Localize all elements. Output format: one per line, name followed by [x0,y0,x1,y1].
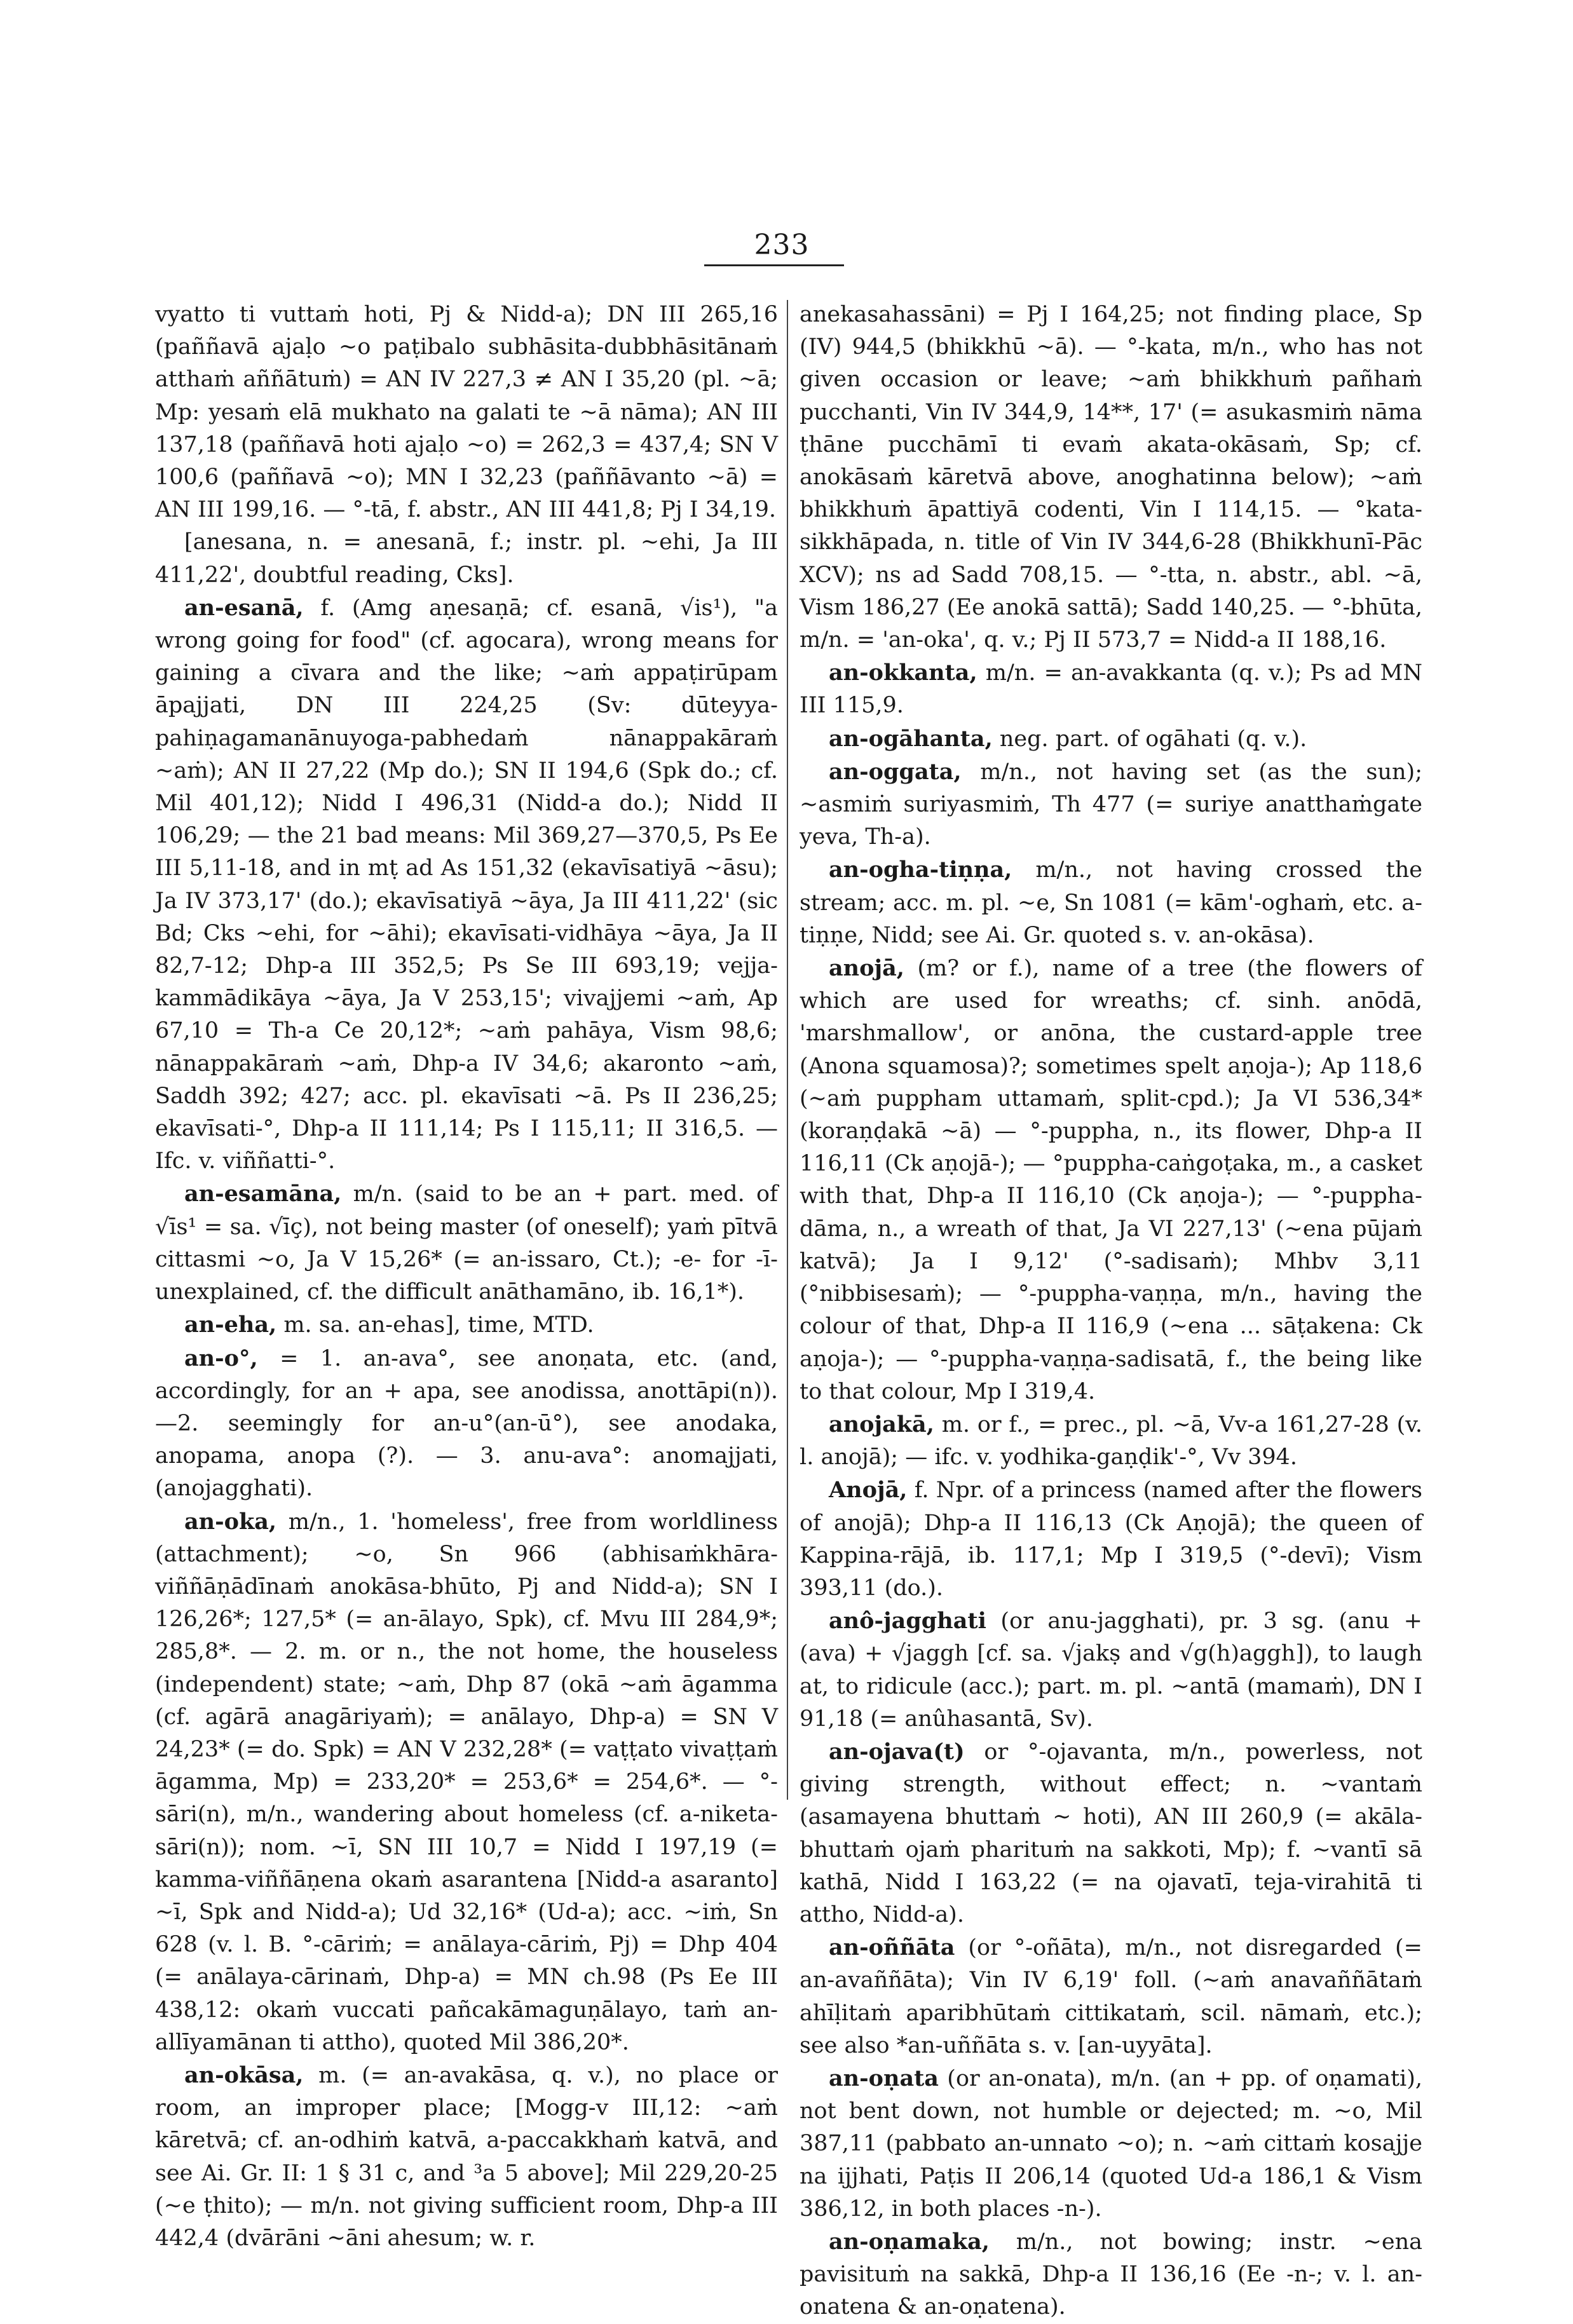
entry-headword: an-okāsa, [184,2062,304,2088]
entry-text: vyatto ti vuttaṁ hoti, Pj & Nidd-a); DN III 265,16 (paññavā ajaḷo ~o paṭibalo subhāsita-dubbhāsitānaṁ atthaṁ aññātuṁ) = AN IV 227,3 ≠ AN I 35,20 (pl. ~ā; Mp: yesaṁ elā mukhato na galati te ~ā nāma); AN III 137,18 (paññavā hoti ajaḷo ~o) = 262,3 = 437,4; SN V 100,6 (paññavā ~o); MN I 32,23 (paññāvanto ~ā) = AN III 199,16. — °-tā, f. abstr., AN III 441,8; Pj I 34,19. [155,302,778,523]
entry-headword: an-ojava(t) [829,1738,965,1765]
entry-text: (or °-oñāta), m/n., not disregarded (= an-avaññāta); Vin IV 6,19' foll. (~aṁ anavaññātaṁ ahīḷitaṁ aparibhūtaṁ cittikataṁ, scil. nāmaṁ, etc.); see also *an-uññāta s. v. [an-uyyāta]. [800,1935,1422,2058]
entry-text: m/n. = an-avakkanta (q. v.); Ps ad MN III 115,9. [800,660,1422,719]
dictionary-entry [800,1605,1422,1736]
entry-headword: an-ogha-tiṇṇa, [829,857,1012,883]
entry-continuation [800,299,1422,656]
dictionary-entry [155,1342,778,1505]
entry-text: f. Npr. of a princess (named after the flowers of anojā); Dhp-a II 116,13 (Ck Aṇojā); the queen of Kappina-rājā, ib. 117,1; Mp I 319,5 (°-devī); Vism 393,11 (do.). [800,1478,1422,1601]
entry-headword: anojakā, [829,1411,934,1437]
entry-headword: anojā, [829,955,904,982]
entry-text: or °-ojavanta, m/n., powerless, not giving strength, without effect; n. ~vantaṁ (asamayena bhuttaṁ ~ hoti), AN III 260,9 (= akāla-bhuttaṁ ojaṁ pharituṁ na sakkoti, Mp); f. ~vantī sā kathā, Nidd I 163,22 (= na ojavatī, teja-virahitā ti attho, Nidd-a). [800,1739,1422,1927]
dictionary-entry [155,2059,778,2255]
entry-text: m. (= an-avakāsa, q. v.), no place or room, an improper place; [Mogg-v III,12: ~aṁ kāretvā; cf. an-odhiṁ katvā, a-paccakkhaṁ katvā, and see Ai. Gr. II: 1 § 31 c, and ³a 5 above]; Mil 229,20-25 (~e ṭhito); — m/n. not giving sufficient room, Dhp-a III 442,4 (dvārāni ~āni ahesum; w. r. [155,2062,778,2251]
entry-text: [anesana, n. = anesanā, f.; instr. pl. ~ehi, Ja III 411,22', doubtful reading, Cks]. [155,529,778,588]
entry-text: m/n., not bowing; instr. ~ena pavisituṁ na sakkā, Dhp-a II 136,16 (Ee -n-; v. l. an-onatena & an-oṇatena). [800,2229,1422,2320]
dictionary-entry [155,1178,778,1308]
entry-text: m. sa. an-ehas], time, MTD. [276,1312,594,1338]
entry-headword: an-oka, [184,1508,277,1535]
dictionary-entry [800,2062,1422,2225]
column-divider [787,300,788,1800]
entry-headword: an-ogāhanta, [829,725,993,752]
entry-text: (m? or f.), name of a tree (the flowers of which are used for wreaths; cf. sinh. anōdā, 'marshmallow', or anōna, the custard-apple tree (Anona squamosa)?; sometimes spelt aṇoja-); Ap 118,6 (~aṁ puppham uttamaṁ, split-cpd.); Ja VI 536,34* (koraṇḍakā ~ā) — °-puppha, n., its flower, Dhp-a II 116,11 (Ck aṇojā-); — °puppha-caṅgoṭaka, m., a casket with that, Dhp-a II 116,10 (Ck aṇoja-); — °-puppha-dāma, n., a wreath of that, Ja VI 227,13' (~ena pūjaṁ katvā); Ja I 9,12' (°-sadisaṁ); Mhbv 3,11 (°nibbisesaṁ); — °-puppha-vaṇṇa, m/n., having the colour of that, Dhp-a II 116,9 (~ena ... sāṭakena: Ck aṇoja-); — °-puppha-vaṇṇa-sadisatā, f., the being like to that colour, Mp I 319,4. [800,956,1422,1404]
dictionary-entry [800,853,1422,952]
dictionary-entry [800,656,1422,722]
entry-headword: an-o°, [184,1345,258,1371]
entry-headword: an-oṇamaka, [829,2228,990,2255]
dictionary-entry [800,1931,1422,2062]
entry-text: f. (Amg aṇesaṇā; cf. esanā, √is¹), "a wrong going for food" (cf. agocara), wrong means for gaining a cīvara and the like; ~aṁ appaṭirūpam āpajjati, DN III 224,25 (Sv: dūteyya-pahiṇagamanānuyoga-pabhedaṁ nānappakāraṁ ~aṁ); AN II 27,22 (Mp do.); SN II 194,6 (Spk do.; cf. Mil 401,12); Nidd I 496,31 (Nidd-a do.); Nidd II 106,29; — the 21 bad means: Mil 369,27—370,5, Ps Ee III 5,11-18, and in mṭ ad As 151,32 (ekavīsatiyā ~āsu); Ja IV 373,17' (do.); ekavīsatiyā ~āya, Ja III 411,22' (sic Bd; Cks ~ehi, for ~āhi); ekavīsati-vidhāya ~āya, Ja II 82,7-12; Dhp-a III 352,5; Ps Se III 693,19; vejja-kammādikāya ~āya, Ja V 253,15'; vivajjemi ~aṁ, Ap 67,10 = Th-a Ce 20,12*; ~aṁ pahāya, Vism 98,6; nānappakāraṁ ~aṁ, Dhp-a IV 34,6; akaronto ~aṁ, Saddh 392; 427; acc. pl. ekavīsati ~ā. Ps II 236,25; ekavīsati-°, Dhp-a II 111,14; Ps I 115,11; II 316,5. — Ifc. v. viññatti-°. [155,595,778,1174]
entry-text: m/n., not having set (as the sun); ~asmiṁ suriyasmiṁ, Th 477 (= suriye anatthaṁgate yeva, Th-a). [800,759,1422,850]
entry-text: (or anu-jagghati), pr. 3 sg. (anu + (ava) + √jaggh [cf. sa. √jakṣ and √g(h)aggh]), to laugh at, to ridicule (acc.); part. m. pl. ~antā (mamaṁ), DN I 91,18 (= anûhasantā, Sv). [800,1608,1422,1732]
dictionary-entry [155,1505,778,2059]
entry-text: (or an-onata), m/n. (an + pp. of oṇamati), not bent down, not humble or dejected; m. ~o, Mil 387,11 (pabbato an-unnato ~o); n. ~aṁ cittaṁ kosajje na ijjhati, Paṭis II 206,14 (quoted Ud-a 186,1 & Vism 386,12, in both places -n-). [800,2065,1422,2222]
entry-headword: an-eha, [184,1312,277,1338]
dictionary-entry [155,526,778,591]
entry-headword: an-okkanta, [829,660,977,686]
dictionary-entry [800,952,1422,1408]
entry-text: neg. part. of ogāhati (q. v.). [992,726,1307,752]
page-number: 233 [754,229,810,261]
entry-text: m/n., not having crossed the stream; acc. m. pl. ~e, Sn 1081 (= kām'-oghaṁ, etc. a-tiṇṇe, Nidd; see Ai. Gr. quoted s. v. an-okāsa). [800,857,1422,948]
dictionary-entry [800,756,1422,854]
entry-headword: an-oggata, [829,758,962,785]
entry-text: m/n., 1. 'homeless', free from worldliness (attachment); ~o, Sn 966 (abhisaṁkhāra-viññāṇādīnaṁ anokāsa-bhūto, Pj and Nidd-a); SN I 126,26*; 127,5* (= an-ālayo, Spk), cf. Mvu III 284,9*; 285,8*. — 2. m. or n., the not home, the houseless (independent) state; ~aṁ, Dhp 87 (okā ~aṁ āgamma (cf. agārā anagāriyaṁ); = anālayo, Dhp-a) = SN V 24,23* (= do. Spk) = AN V 232,28* (= vaṭṭato vivaṭṭaṁ āgamma, Mp) = 233,20* = 253,6* = 254,6*. — °-sāri(n), m/n., wandering about homeless (cf. a-niketa-sāri(n)); nom. ~ī, SN III 10,7 = Nidd I 197,19 (= kamma-viññāṇena okaṁ asarantena [Nidd-a asaranto] ~ī, Spk and Nidd-a); Ud 32,16* (Ud-a); acc. ~iṁ, Sn 628 (v. l. B. °-cāriṁ; = anālaya-cāriṁ, Pj) = Dhp 404 (= anālaya-cārinaṁ, Dhp-a) = MN ch.98 (Ps Ee III 438,12: okaṁ vuccati pañcakāmaguṇālayo, taṁ an-allīyamānan ti attho), quoted Mil 386,20*. [155,1509,778,2055]
entry-headword: Anojā, [829,1477,908,1504]
entry-headword: anô-jagghati [829,1608,986,1634]
dictionary-entry [800,723,1422,756]
right-column [800,299,1422,2324]
entry-text: m. or f., = prec., pl. ~ā, Vv-a 161,27-28 (v. l. anojā); — ifc. v. yodhika-gaṇḍik'-°, Vv 394. [800,1411,1422,1471]
entry-text: = 1. an-ava°, see anoṇata, etc. (and, accordingly, for an + apa, see anodissa, anottāpi(n)). —2. seemingly for an-u°(an-ū°), see anodaka, anopama, anopa (?). — 3. anu-ava°: anomajjati, (anojagghati). [155,1345,778,1502]
dictionary-entry [155,1308,778,1342]
dictionary-entry [155,592,778,1178]
entry-text: m/n. (said to be an + part. med. of √īs¹ = sa. √īç), not being master (of oneself); yaṁ pītvā cittasmi ~o, Ja V 15,26* (= an-issaro, Ct.); -e- for -ī- unexplained, cf. the difficult anāthamāno, ib. 16,1*). [155,1181,778,1305]
entry-headword: an-oññāta [829,1934,955,1961]
entry-text: anekasahassāni) = Pj I 164,25; not finding place, Sp (IV) 944,5 (bhikkhū ~ā). — °-kata, m/n., who has not given occasion or leave; ~aṁ bhikkhuṁ pañhaṁ pucchanti, Vin IV 344,9, 14**, 17' (= asukasmiṁ nāma ṭhāne pucchāmī ti evaṁ akata-okāsaṁ, Sp; cf. anokāsaṁ kāretvā above, anoghatinna below); ~aṁ bhikkhuṁ āpattiyā codenti, Vin I 114,15. — °kata-sikkhāpada, n. title of Vin IV 344,6-28 (Bhikkhunī-Pāc XCV); ns ad Sadd 708,15. — °-tta, n. abstr., abl. ~ā, Vism 186,27 (Ee anokā sattā); Sadd 140,25. — °-bhūta, m/n. = 'an-oka', q. v.; Pj II 573,7 = Nidd-a II 188,16. [800,302,1422,653]
dictionary-entry [800,1408,1422,1474]
dictionary-entry [800,1736,1422,1931]
dictionary-entry [800,2225,1422,2324]
header-rule [704,264,844,266]
dictionary-entry [800,1474,1422,1605]
entry-headword: an-oṇata [829,2065,939,2091]
entry-headword: an-esanā, [184,594,304,621]
entry-headword: an-esamāna, [184,1181,342,1207]
left-column [155,299,778,2255]
entry-continuation [155,299,778,526]
